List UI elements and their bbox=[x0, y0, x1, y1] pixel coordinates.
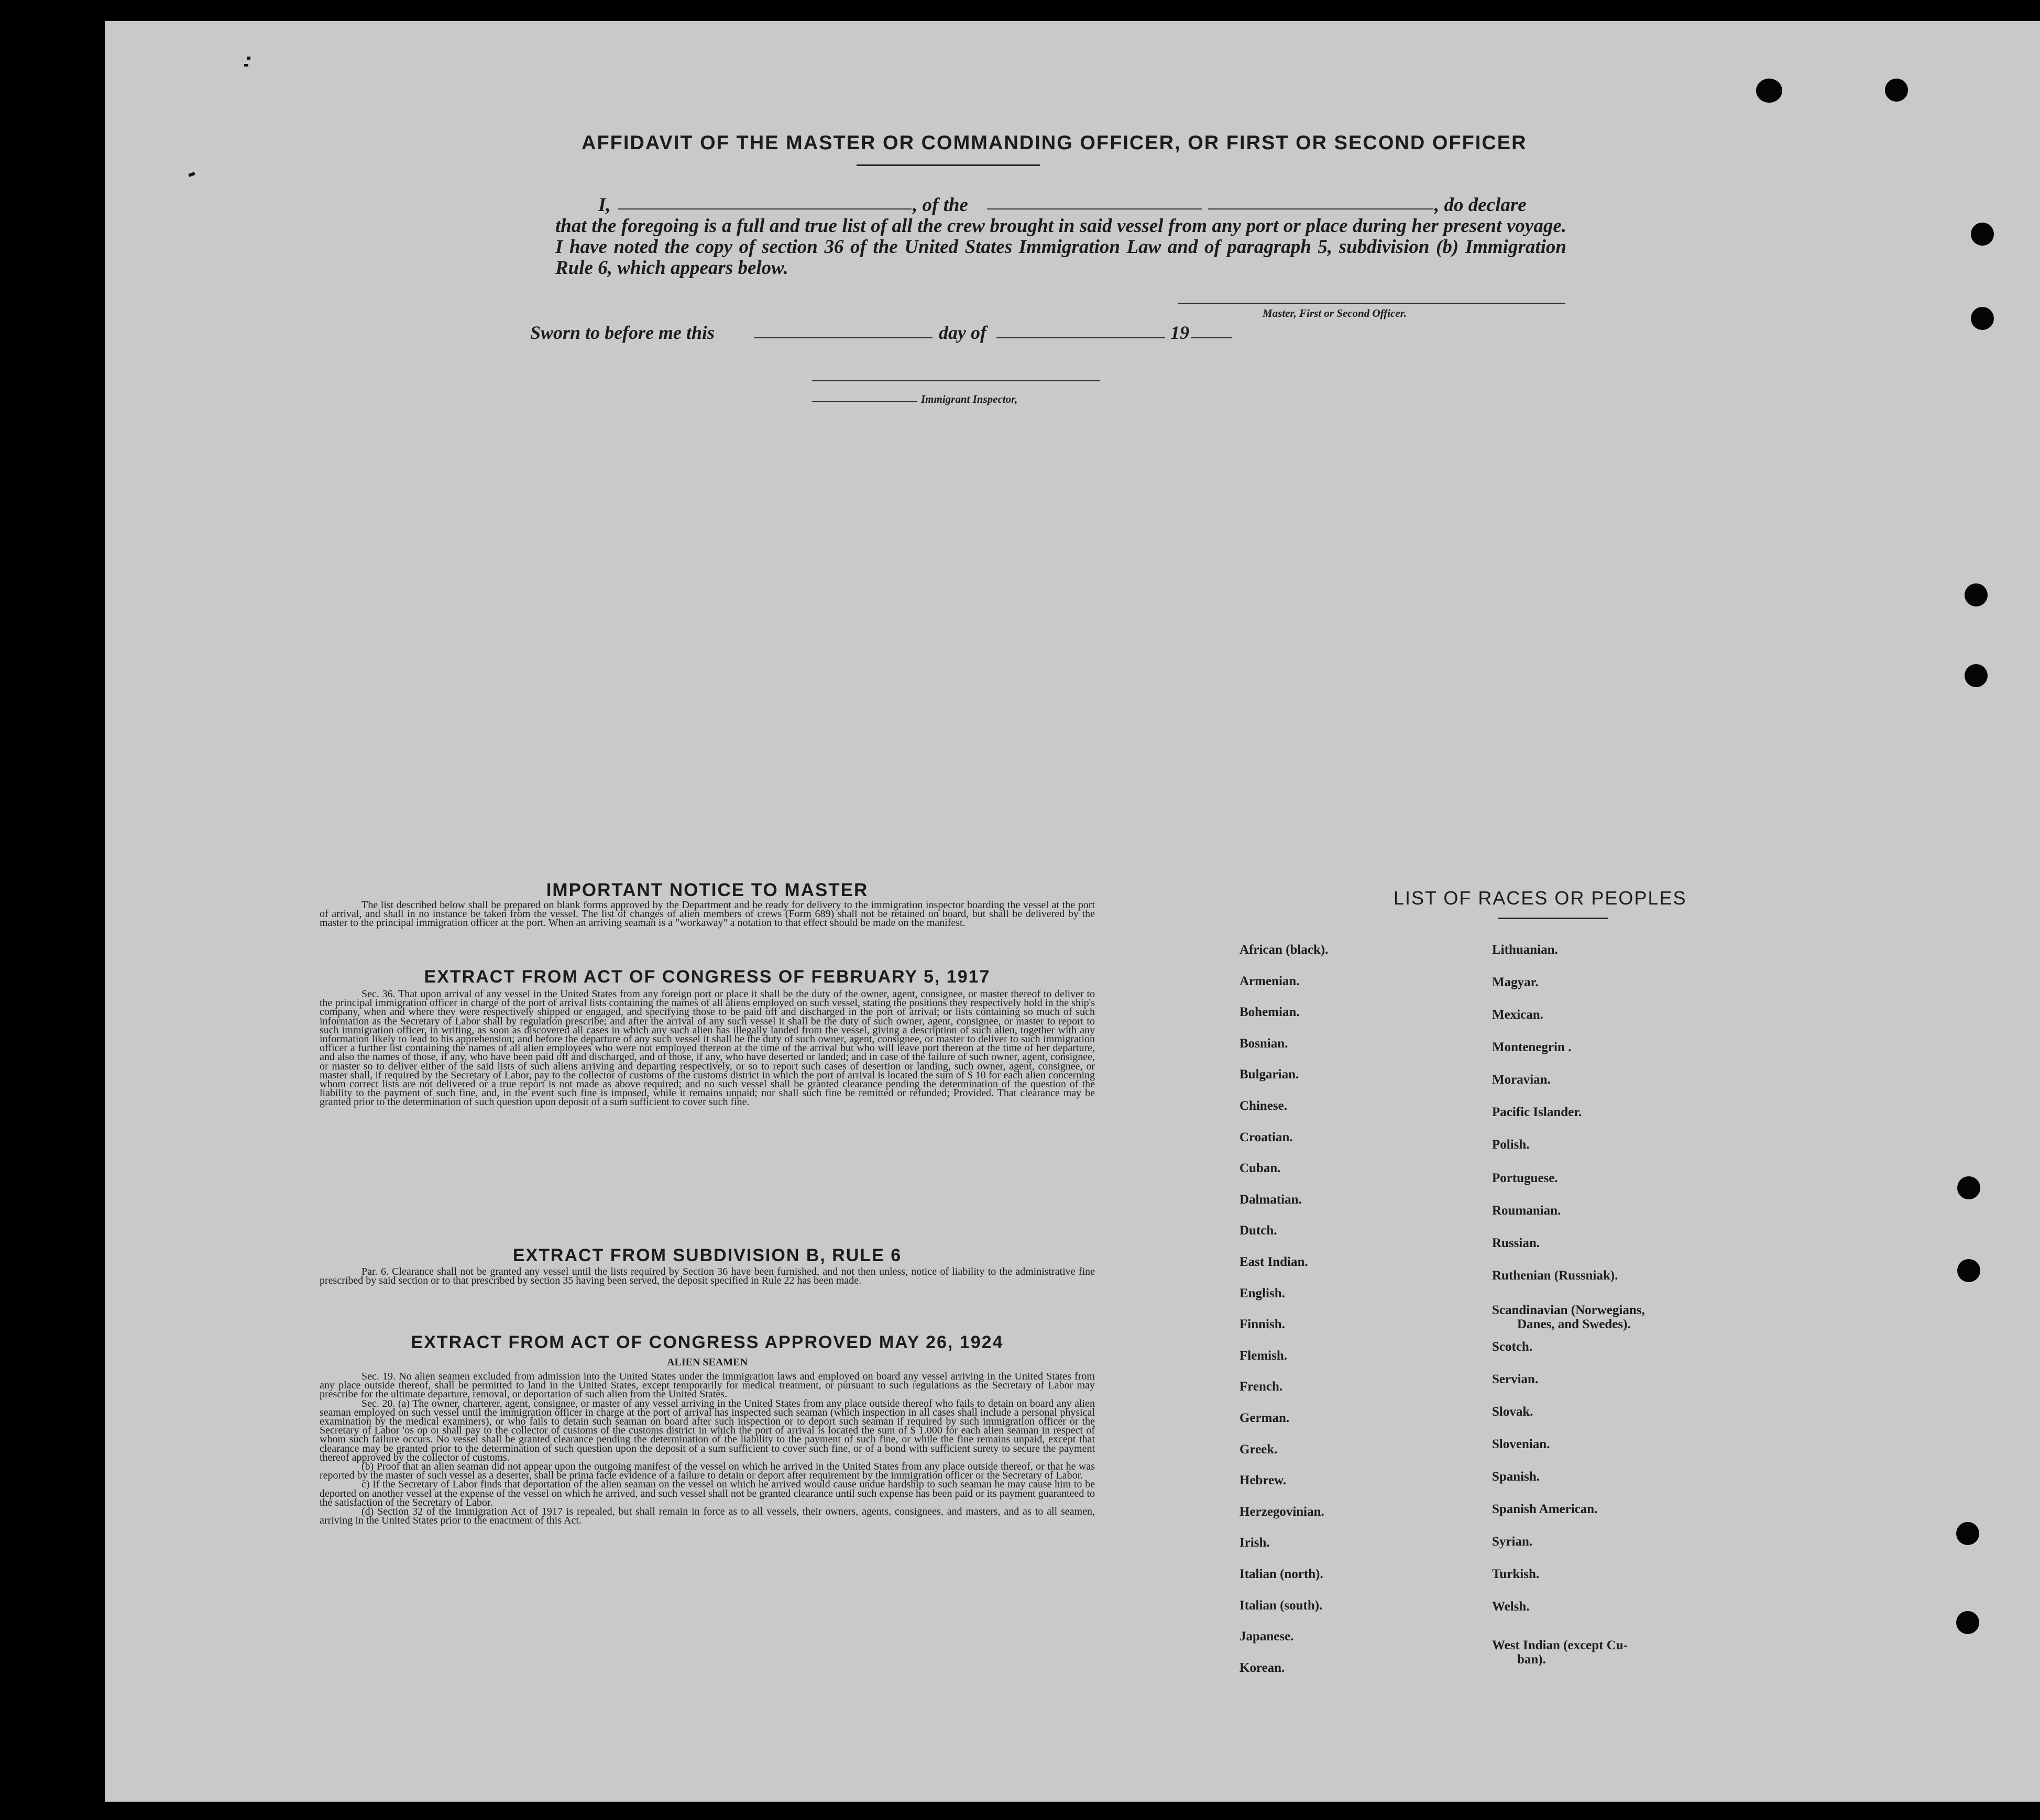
extract-1917-title: EXTRACT FROM ACT OF CONGRESS OF FEBRUARY 5, 1917 bbox=[424, 967, 991, 987]
extract-1917-text bbox=[320, 990, 1095, 1107]
sworn-line bbox=[530, 322, 1189, 345]
race-item: Pacific Islander. bbox=[1492, 1105, 1582, 1119]
race-item: Flemish. bbox=[1240, 1348, 1287, 1363]
inspector-signature-blank[interactable] bbox=[812, 380, 1100, 381]
race-item: Japanese. bbox=[1240, 1629, 1294, 1644]
race-item: Mexican. bbox=[1492, 1008, 1543, 1022]
race-item: East Indian. bbox=[1240, 1255, 1308, 1269]
punch-hole bbox=[1956, 1522, 1979, 1545]
race-item: Herzegovinian. bbox=[1240, 1504, 1324, 1519]
race-item: Armenian. bbox=[1240, 974, 1300, 988]
races-underline bbox=[1498, 918, 1608, 919]
inspector-label: Immigrant Inspector, bbox=[921, 393, 1018, 405]
race-item: Polish. bbox=[1492, 1138, 1530, 1152]
race-item: Lithuanian. bbox=[1492, 943, 1558, 957]
race-item: Hebrew. bbox=[1240, 1473, 1287, 1488]
race-item: Croatian. bbox=[1240, 1130, 1293, 1144]
punch-hole bbox=[1885, 79, 1908, 102]
extract-1924-subtitle: ALIEN SEAMEN bbox=[667, 1356, 748, 1368]
races-title: LIST OF RACES OR PEOPLES bbox=[1394, 887, 1687, 909]
race-item: Syrian. bbox=[1492, 1535, 1533, 1549]
of-the-label: , of the bbox=[913, 194, 968, 216]
race-item: Russian. bbox=[1492, 1236, 1540, 1250]
race-item: Bulgarian. bbox=[1240, 1067, 1299, 1082]
sec-20d-paragraph: (d) Section 32 of the Immigration Act of 1917 is repealed, but shall remain in force as to all vessels, their owners, agents, consignees, and masters, and as to all seamen, arriving in the United States prior to the enactment of this Act. bbox=[320, 1506, 1095, 1527]
race-item: Roumanian. bbox=[1492, 1204, 1561, 1218]
race-item: Chinese. bbox=[1240, 1099, 1287, 1113]
sec-19-paragraph: Sec. 19. No alien seamen excluded from admission into the United States under the immigration laws and employed on board any vessel arriving in the United States from any place outside thereof, shall be permitted to land in the United States, except temporarily for medical treatment, or pursuant to such regulations as the Secretary of Labor may prescribe for the ultimate departure, removal, or deportation of such alien from the United States. bbox=[320, 1371, 1095, 1400]
race-item: Cuban. bbox=[1240, 1161, 1281, 1176]
year-label: 19 bbox=[1170, 322, 1189, 343]
day-blank[interactable] bbox=[754, 337, 933, 338]
race-item: African (black). bbox=[1240, 943, 1329, 957]
signature-label: Master, First or Second Officer. bbox=[1263, 307, 1407, 319]
vessel-blank[interactable] bbox=[987, 208, 1202, 209]
notice-title: IMPORTANT NOTICE TO MASTER bbox=[546, 880, 869, 900]
race-item: Slovak. bbox=[1492, 1405, 1533, 1419]
punch-hole bbox=[1965, 664, 1988, 687]
document-page bbox=[105, 21, 2040, 1802]
vessel-blank-2[interactable] bbox=[1208, 208, 1433, 209]
title-underline bbox=[857, 164, 1040, 166]
punch-hole bbox=[1957, 1176, 1980, 1199]
month-blank[interactable] bbox=[996, 337, 1165, 338]
day-of-label: day of bbox=[939, 322, 986, 343]
declaration-first-line bbox=[598, 194, 1566, 216]
race-item: Scandinavian (Norwegians, Danes, and Swedes). bbox=[1492, 1303, 1645, 1331]
race-item: Italian (north). bbox=[1240, 1567, 1323, 1581]
sec-20a-paragraph: Sec. 20. (a) The owner, charterer, agent, consignee, or master of any vessel arriving in the United States from any place outside thereof who fails to detain on board any alien seaman employed on such vessel until the immigration officer in charge at the port of arrival has inspected such seaman (which inspection in all cases shall include a personal physical examination by the medical examiners), or who fails to detain such seaman on board after such inspection or to deport such seaman if required by such immigration officer or the Secretary of Labor 'os op oı shall pay to the collector of customs of the customs district in which the port of arrival is located the sum of $ 1.000 for each alien seaman in respect of whom such failure occurs. No vessel shall be granted clearance pending the determination of the liability to the payment of such fine, or while the fine remains unpaid, except that clearance may be granted prior to the determination of such question upon the deposit of a sum sufficient to cover such fine, or of a bond with sufficient surety to secure the payment thereof approved by the collector of customs. bbox=[320, 1397, 1095, 1463]
year-blank[interactable] bbox=[1191, 337, 1232, 338]
extract-1917-paragraph: Sec. 36. That upon arrival of any vessel in the United States from any foreign port or place it shall be the duty of the owner, agent, consignee, or master thereof to deliver to the principal immigration officer in charge of the port of arrival lists containing the names of all aliens employed on such vessel, stating the positions they respectively hold in the ship's company, when and where they were respectively shipped or engaged, and specifying those to be paid off and discharged in the port of arrival; or lists containing so much of such information as the Secretary of Labor shall by regulation prescribe; and after the arrival of any such vessel it shall be the duty of such owner, agent, consignee, or master to report to such immigration officer, in writing, as soon as discovered all cases in which any such alien has illegally landed from the vessel, giving a description of such alien, together with any information likely to lead to his apprehension; and before the departure of any such vessel it shall be the duty of such owner, agent, consignee, or master to deliver to such immigration officer a further list containing the names of all alien employees who were not employed thereon at the time of the arrival but who will leave port thereon at the time of her departure, and also the names of those, if any, who have been paid off and discharged, and of those, if any, who have deserted or landed; and in case of the failure of such owner, agent, consignee, or master so to deliver either of the said lists of such aliens arriving and departing respectively, or so to report such cases of desertion or landing, such owner, agent, consignee, or master shall, if required by the Secretary of Labor, pay to the collector of customs of the customs district in which the port of arrival is located the sum of $ 10 for each alien concerning whom correct lists are not delivered or a true report is not made as above required; and no such vessel shall be granted clearance pending the determination of the question of the liability to the payment of such fine, and, in the event such fine is imposed, while it remains unpaid; nor shall such fine be remitted or refunded; Provided. That clearance may be granted prior to the determination of such question upon deposit of a sum sufficient to cover such fine. bbox=[320, 988, 1095, 1108]
notice-text bbox=[320, 901, 1095, 928]
sec-20c-paragraph: c) If the Secretary of Labor finds that deportation of the alien seaman on the vessel on which he arrived would cause undue hardship to such seaman he may cause him to be deported on another vessel at the expense of the vessel on which he arrived, and such vessel shall not be granted clearance until such expense has been paid or its payment guaranteed to the satisfaction of the Secretary of Labor. bbox=[320, 1479, 1095, 1508]
punch-hole bbox=[1965, 583, 1988, 606]
race-item: Irish. bbox=[1240, 1536, 1270, 1550]
extract-1924-title: EXTRACT FROM ACT OF CONGRESS APPROVED MAY 26, 1924 bbox=[411, 1332, 1004, 1352]
notice-paragraph: The list described below shall be prepared on blank forms approved by the Department and be ready for delivery to the immigration inspector boarding the vessel at the port of arrival, and shall in no instance be taken from the vessel. The list of changes of alien members of crews (Form 689) shall not be retained on board, but shall be delivered by the master to the principal immigration officer at the port. When an arriving seaman is a "workaway" a notation to that effect should be made on the manifest. bbox=[320, 899, 1095, 929]
signature-blank[interactable] bbox=[1178, 303, 1565, 304]
race-item: Dalmatian. bbox=[1240, 1192, 1302, 1207]
race-item: Ruthenian (Russniak). bbox=[1492, 1269, 1618, 1283]
sec-20b-paragraph: (b) Proof that an alien seaman did not appear upon the outgoing manifest of the vessel on which he arrived in the United States from any place outside thereof, or that he was reported by the master of such vessel as a deserter, shall be prima facie evidence of a failure to detain or deport after requirement by the immigration officer or the Secretary of Labor. bbox=[320, 1461, 1095, 1482]
punch-hole bbox=[1956, 1611, 1979, 1634]
ink-speck bbox=[244, 64, 248, 67]
punch-hole bbox=[1957, 1259, 1980, 1282]
extract-rule6-title: EXTRACT FROM SUBDIVISION B, RULE 6 bbox=[512, 1245, 902, 1265]
race-item: Magyar. bbox=[1492, 975, 1539, 989]
punch-hole bbox=[1756, 79, 1782, 103]
race-item: Spanish American. bbox=[1492, 1502, 1598, 1516]
race-item: Welsh. bbox=[1492, 1600, 1530, 1614]
race-item: West Indian (except Cu- ban). bbox=[1492, 1638, 1628, 1667]
ink-speck bbox=[188, 172, 195, 177]
extract-rule6-paragraph: Par. 6. Clearance shall not be granted any vessel until the lists required by Section 36 have been furnished, and not then unless, notice of liability to the administrative fine prescribed by said section or to that prescribed by section 35 having been served, the deposit specified in Rule 22 has been made. bbox=[320, 1266, 1095, 1287]
race-item: Turkish. bbox=[1492, 1567, 1540, 1581]
race-item: Montenegrin . bbox=[1492, 1040, 1572, 1054]
punch-hole bbox=[1971, 223, 1994, 246]
race-item: English. bbox=[1240, 1286, 1285, 1300]
race-item: French. bbox=[1240, 1380, 1283, 1394]
race-item: Italian (south). bbox=[1240, 1598, 1323, 1613]
race-item: Moravian. bbox=[1492, 1073, 1551, 1087]
race-item: German. bbox=[1240, 1411, 1290, 1425]
race-item: Korean. bbox=[1240, 1660, 1285, 1675]
extract-1924-text bbox=[320, 1372, 1095, 1525]
name-blank[interactable] bbox=[618, 208, 912, 209]
race-item: Bosnian. bbox=[1240, 1036, 1288, 1051]
affidavit-title: AFFIDAVIT OF THE MASTER OR COMMANDING OFFICER, OR FIRST OR SECOND OFFICER bbox=[582, 132, 1527, 154]
race-item: Finnish. bbox=[1240, 1317, 1285, 1332]
inspector-blank-2[interactable] bbox=[812, 401, 917, 402]
race-item: Slovenian. bbox=[1492, 1437, 1550, 1451]
declaration-text: that the foregoing is a full and true list of all the crew brought in said vessel from any port or place during her present voyage. I have noted the copy of section 36 of the United States Immigration Law and of paragraph 5, subdivision (b) Immigration Rule 6, which appears below. bbox=[555, 215, 1566, 279]
punch-hole bbox=[1971, 307, 1994, 330]
race-item: Bohemian. bbox=[1240, 1005, 1300, 1020]
race-item: Dutch. bbox=[1240, 1223, 1277, 1238]
race-item: Servian. bbox=[1492, 1372, 1539, 1386]
extract-rule6-text bbox=[320, 1267, 1095, 1285]
race-item: Greek. bbox=[1240, 1442, 1278, 1457]
declaration-start: I, bbox=[598, 194, 611, 216]
sworn-label: Sworn to before me this bbox=[530, 322, 715, 343]
ink-speck bbox=[247, 57, 250, 60]
race-item: Spanish. bbox=[1492, 1470, 1540, 1484]
race-item: Portuguese. bbox=[1492, 1171, 1558, 1185]
race-item: Scotch. bbox=[1492, 1340, 1533, 1354]
do-declare-label: , do declare bbox=[1434, 194, 1527, 216]
